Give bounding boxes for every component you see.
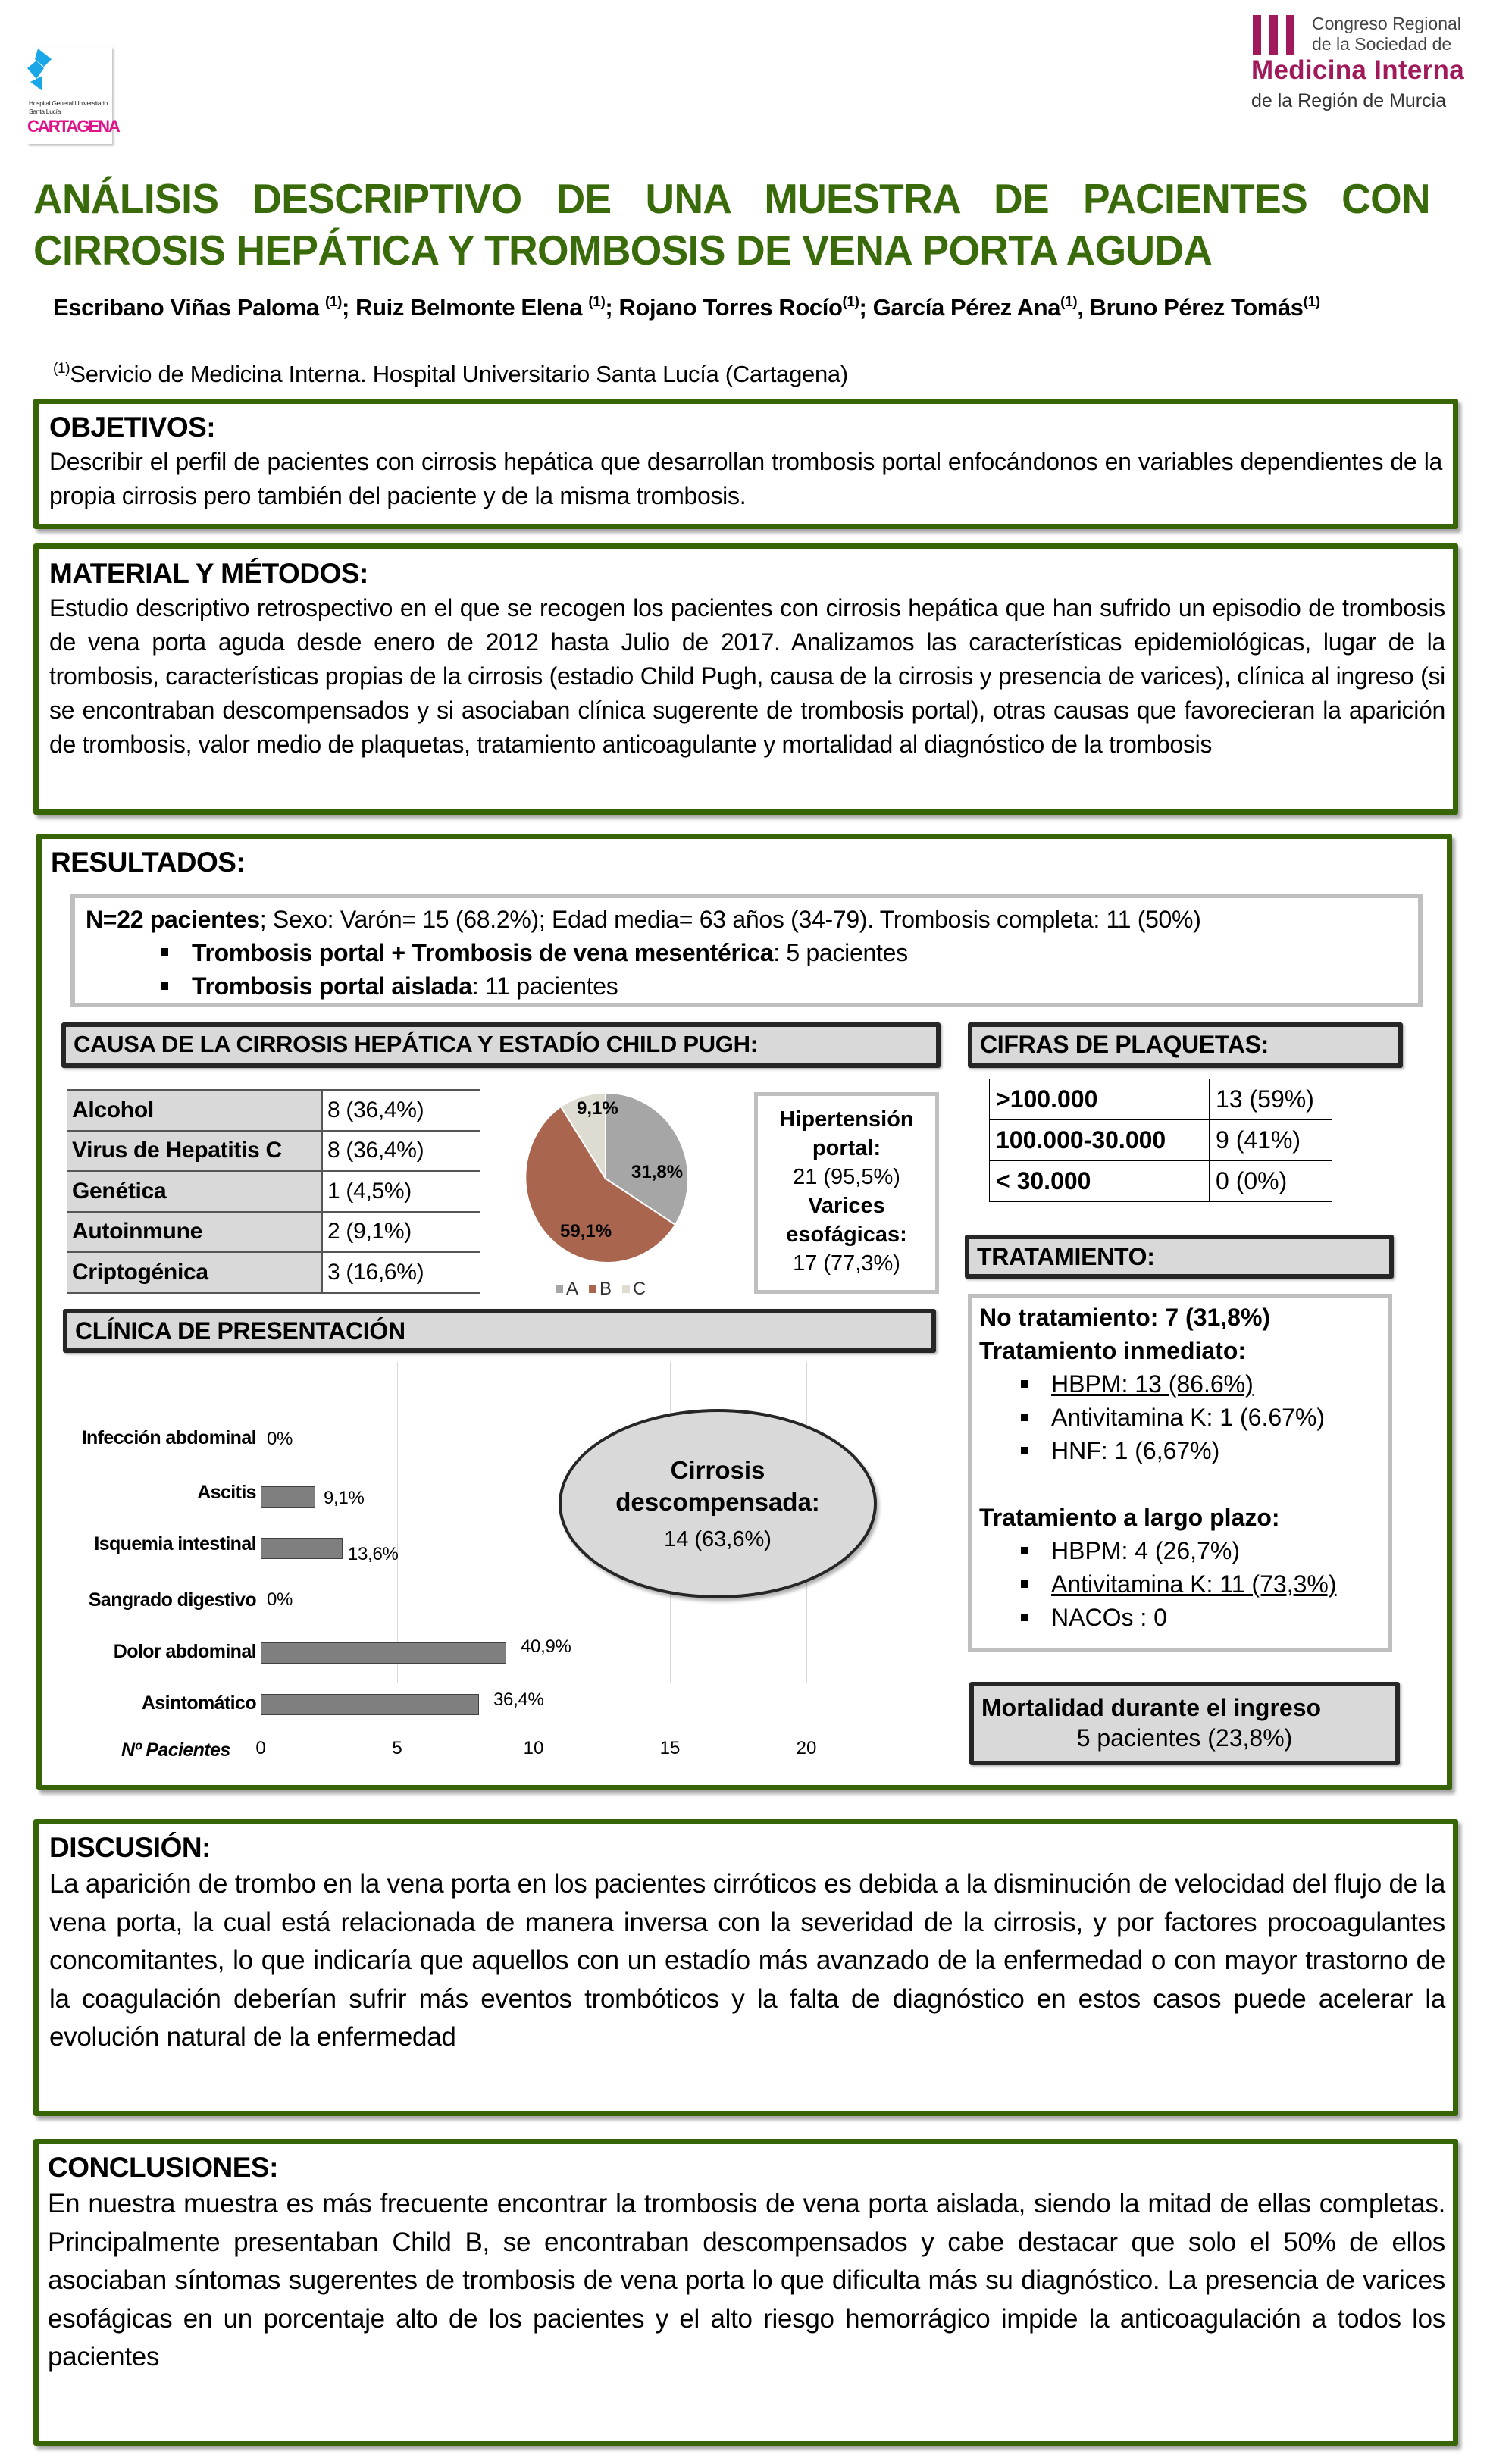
bar-ascitis bbox=[261, 1486, 315, 1508]
congress-line3: Medicina Interna bbox=[1251, 55, 1464, 85]
list-item: Antivitamina K: 11 (73,3%) bbox=[1051, 1567, 1388, 1601]
mortalidad-value: 5 pacientes (23,8%) bbox=[1076, 1724, 1293, 1752]
author-ref: (1) bbox=[324, 294, 342, 310]
poster-title: ANÁLISIS DESCRIPTIVO DE UNA MUESTRA DE PACIENTES CON CIRROSIS HEPÁTICA Y TROMBOSIS DE VENA PORTA AGUDA bbox=[33, 175, 1430, 274]
legend-label: C bbox=[633, 1279, 646, 1299]
legend-swatch-icon bbox=[622, 1285, 630, 1293]
pie-label-b: 59,1% bbox=[560, 1221, 612, 1241]
author-name: García Pérez Ana bbox=[872, 294, 1061, 321]
gridline bbox=[397, 1362, 398, 1683]
tratamiento-box bbox=[968, 1294, 1392, 1652]
mortalidad-box bbox=[969, 1682, 1400, 1765]
author-ref: (1) bbox=[842, 294, 859, 310]
cell-value: 13 (59%) bbox=[1210, 1079, 1332, 1120]
pie-svg bbox=[524, 1092, 721, 1274]
hospital-name-line1: Hospital General Universitario bbox=[29, 99, 108, 107]
mortalidad-heading: Mortalidad durante el ingreso bbox=[981, 1694, 1322, 1721]
metodos-section bbox=[33, 543, 1458, 815]
resultados-heading: RESULTADOS: bbox=[51, 847, 246, 878]
varices-label: esofágicas: bbox=[786, 1223, 907, 1247]
author-sep: , bbox=[1077, 294, 1090, 321]
ellipse-title: Cirrosis bbox=[670, 1456, 765, 1484]
inmediato-heading: Tratamiento inmediato: bbox=[979, 1337, 1247, 1364]
author-ref: (1) bbox=[1060, 294, 1078, 310]
congress-numeral-icon bbox=[1253, 15, 1297, 55]
x-tick: 15 bbox=[659, 1738, 681, 1758]
summary-bullet bbox=[192, 969, 1407, 1003]
authors bbox=[53, 285, 1463, 324]
bar-dolor bbox=[261, 1642, 506, 1664]
congress-line4: de la Región de Murcia bbox=[1251, 90, 1447, 111]
hp-label: portal: bbox=[812, 1136, 881, 1160]
tratamiento-heading: TRATAMIENTO: bbox=[965, 1235, 1394, 1279]
largo-heading: Tratamiento a largo plazo: bbox=[979, 1504, 1280, 1531]
hospital-mark-icon bbox=[27, 49, 58, 95]
results-summary bbox=[70, 894, 1423, 1007]
ellipse-title: descompensada: bbox=[615, 1488, 820, 1516]
cell-label: 100.000-30.000 bbox=[990, 1120, 1210, 1161]
author-name: Bruno Pérez Tomás bbox=[1089, 294, 1304, 321]
cell-value: 9 (41%) bbox=[1210, 1120, 1332, 1161]
summary-line bbox=[86, 903, 1407, 936]
hp-value: 21 (95,5%) bbox=[793, 1165, 900, 1189]
bar-value-label: 13,6% bbox=[348, 1544, 399, 1564]
bar-value-label: 9,1% bbox=[324, 1488, 365, 1508]
bar-category: Infección abdominal bbox=[81, 1427, 256, 1448]
plaquetas-heading: CIFRAS DE PLAQUETAS: bbox=[968, 1022, 1403, 1068]
affiliation bbox=[53, 354, 848, 390]
bar-category: Asintomático bbox=[141, 1692, 256, 1714]
legend-label: B bbox=[599, 1279, 612, 1299]
list-item: NACOs : 0 bbox=[1051, 1601, 1388, 1634]
causa-heading: CAUSA DE LA CIRROSIS HEPÁTICA Y ESTADÍO CHILD PUGH: bbox=[61, 1022, 941, 1068]
table-row bbox=[990, 1079, 1332, 1120]
table-row bbox=[67, 1090, 480, 1131]
author-name: Escribano Viñas Paloma bbox=[53, 294, 325, 321]
cell-value: 8 (36,4%) bbox=[322, 1131, 480, 1172]
cell-value: 2 (9,1%) bbox=[322, 1212, 480, 1253]
legend-item-c bbox=[622, 1279, 646, 1300]
cell-label: Genética bbox=[67, 1171, 322, 1212]
cell-value: 8 (36,4%) bbox=[322, 1090, 480, 1131]
discusion-section bbox=[33, 1819, 1458, 2116]
summary-n: N=22 pacientes bbox=[86, 906, 260, 933]
author-sep: ; bbox=[859, 294, 873, 321]
objetivos-text: Describir el perfil de pacientes con cirrosis hepática que desarrollan trombosis portal enfocándonos en variables dependientes de la propia cirrosis pero también del paciente y de la misma trombosis. bbox=[49, 448, 1442, 509]
no-tratamiento: No tratamiento: 7 (31,8%) bbox=[979, 1304, 1271, 1331]
resultados-section bbox=[36, 834, 1452, 1790]
summary-rest: ; Sexo: Varón= 15 (68.2%); Edad media= 63 años (34-79). Trombosis completa: 11 (50%) bbox=[259, 906, 1201, 933]
bar-value-label: 0% bbox=[267, 1429, 293, 1449]
hospital-city: CARTAGENA bbox=[27, 117, 119, 136]
bar-value-label: 0% bbox=[267, 1589, 293, 1610]
table-row bbox=[67, 1252, 480, 1293]
ellipse-value: 14 (63,6%) bbox=[664, 1527, 772, 1551]
legend-label: A bbox=[566, 1279, 579, 1299]
cell-label: < 30.000 bbox=[990, 1161, 1210, 1202]
bar-asintomatico bbox=[261, 1694, 479, 1715]
congress-line1: Congreso Regional bbox=[1312, 14, 1461, 33]
x-axis-label: Nº Pacientes bbox=[121, 1739, 230, 1761]
metodos-text: Estudio descriptivo retrospectivo en el que se recogen los pacientes con cirrosis hepática que han sufrido un episodio de trombosis de vena porta aguda desde enero de 2012 hasta Julio de 2017. Analizamos las características epidemiológicas, lugar de la trombosis, características propias de la cirrosis (estadio Child Pugh, causa de la cirrosis y presencia de varices), clínica al ingreso (si se encontraban descompensados y si asociaban clínica sugerente de trombosis portal), otras causas que favorecieran la aparición de trombosis, valor medio de plaquetas, tratamiento anticoagulante y mortalidad al diagnóstico de la trombosis bbox=[49, 594, 1445, 758]
bullet-rest: : 11 pacientes bbox=[471, 972, 618, 1000]
author-ref: (1) bbox=[588, 294, 606, 310]
congress-logo bbox=[1253, 14, 1480, 112]
list-item: HBPM: 13 (86.6%) bbox=[1051, 1367, 1388, 1401]
cirrosis-descompensada-ellipse bbox=[559, 1409, 877, 1598]
discusion-text: La aparición de trombo en la vena porta en los pacientes cirróticos es debida a la disminución de velocidad del flujo de la vena porta, la cual está relacionada de manera inversa con la severidad de la cirrosis, y por factores procoagulantes concomitantes, lo que indicaría que aquellos con un estadío más avanzado de la enfermedad o con mayor trastorno de la coagulación deberían sufrir más eventos trombóticos y la falta de diagnóstico en estos casos puede acelerar la evolución natural de la enfermedad bbox=[49, 1869, 1445, 2052]
author-name: Ruiz Belmonte Elena bbox=[355, 294, 589, 321]
objetivos-section bbox=[33, 399, 1458, 529]
conclusiones-text: En nuestra muestra es más frecuente encontrar la trombosis de vena porta aislada, siendo la mitad de ellas completas. Principalmente presentaban Child B, se encontraban descompensados y cabe destacar que solo el 50% de ellos asociaban síntomas sugerentes de trombosis de vena porta lo que dificulta más su diagnóstico. La presencia de varices esofágicas en un porcentaje alto de los pacientes y el alto riesgo hemorrágico impide la anticoagulación a todos los pacientes bbox=[48, 2189, 1445, 2372]
table-row bbox=[67, 1131, 480, 1172]
bar-category: Isquemia intestinal bbox=[94, 1533, 256, 1554]
discusion-heading: DISCUSIÓN: bbox=[49, 1832, 211, 1863]
legend-item-b bbox=[589, 1279, 612, 1300]
varices-value: 17 (77,3%) bbox=[793, 1251, 900, 1276]
list-item: Antivitamina K: 1 (6.67%) bbox=[1051, 1401, 1388, 1434]
cell-value: 1 (4,5%) bbox=[322, 1171, 480, 1212]
bar-value-label: 36,4% bbox=[493, 1689, 544, 1710]
x-tick: 10 bbox=[523, 1738, 544, 1758]
pie-legend bbox=[556, 1279, 646, 1300]
inmediato-list bbox=[1051, 1367, 1388, 1467]
table-row bbox=[67, 1171, 480, 1212]
bar-isquemia bbox=[261, 1538, 343, 1559]
child-pugh-pie-chart bbox=[524, 1092, 721, 1304]
x-tick: 5 bbox=[392, 1738, 402, 1758]
conclusiones-section bbox=[33, 2139, 1458, 2446]
bullet-rest: : 5 pacientes bbox=[773, 939, 908, 966]
x-tick: 20 bbox=[796, 1738, 817, 1758]
table-row bbox=[990, 1161, 1332, 1202]
bar-category: Ascitis bbox=[197, 1482, 256, 1503]
cell-value: 3 (16,6%) bbox=[322, 1252, 480, 1293]
author-sep: ; bbox=[341, 294, 356, 321]
conclusiones-heading: CONCLUSIONES: bbox=[48, 2152, 278, 2183]
table-row bbox=[67, 1212, 480, 1253]
list-item: HBPM: 4 (26,7%) bbox=[1051, 1534, 1388, 1567]
author-sep: ; bbox=[605, 294, 619, 321]
legend-item-a bbox=[556, 1279, 578, 1300]
bar-category: Dolor abdominal bbox=[113, 1641, 256, 1662]
author-ref: (1) bbox=[1303, 294, 1320, 310]
summary-bullets bbox=[192, 936, 1407, 1003]
pie-label-c: 9,1% bbox=[577, 1098, 618, 1119]
bar-category: Sangrado digestivo bbox=[88, 1589, 256, 1611]
hospital-name-line2: Santa Lucía bbox=[29, 108, 61, 115]
objetivos-heading: OBJETIVOS: bbox=[49, 412, 216, 443]
clinica-heading: CLÍNICA DE PRESENTACIÓN bbox=[63, 1309, 936, 1353]
cell-label: Alcohol bbox=[67, 1090, 322, 1131]
bar-value-label: 40,9% bbox=[521, 1636, 571, 1657]
bullet-bold: Trombosis portal aislada bbox=[192, 972, 472, 1000]
metodos-heading: MATERIAL Y MÉTODOS: bbox=[49, 558, 368, 589]
plaquetas-table bbox=[989, 1079, 1332, 1202]
pie-label-a: 31,8% bbox=[631, 1162, 684, 1182]
affiliation-ref: (1) bbox=[53, 361, 70, 377]
congress-line2: de la Sociedad de bbox=[1312, 34, 1452, 54]
x-tick: 0 bbox=[255, 1738, 266, 1758]
legend-swatch-icon bbox=[589, 1285, 596, 1293]
summary-bullet bbox=[192, 936, 1407, 969]
hospital-logo bbox=[27, 47, 119, 144]
hipertension-box bbox=[754, 1092, 939, 1294]
author-name: Rojano Torres Rocío bbox=[618, 294, 843, 321]
table-row bbox=[990, 1120, 1332, 1161]
varices-label: Varices bbox=[808, 1194, 885, 1218]
hp-label: Hipertensión bbox=[779, 1107, 914, 1132]
legend-swatch-icon bbox=[556, 1285, 563, 1293]
bullet-bold: Trombosis portal + Trombosis de vena mesentérica bbox=[192, 939, 774, 966]
list-item: HNF: 1 (6,67%) bbox=[1051, 1434, 1388, 1467]
cell-label: Autoinmune bbox=[67, 1212, 322, 1253]
causa-table bbox=[67, 1089, 480, 1294]
cell-label: Virus de Hepatitis C bbox=[67, 1131, 322, 1172]
cell-label: Criptogénica bbox=[67, 1252, 322, 1293]
cell-label: >100.000 bbox=[990, 1079, 1210, 1120]
cell-value: 0 (0%) bbox=[1210, 1161, 1332, 1202]
largo-list bbox=[1051, 1534, 1388, 1634]
affiliation-text: Servicio de Medicina Interna. Hospital Universitario Santa Lucía (Cartagena) bbox=[70, 361, 848, 387]
